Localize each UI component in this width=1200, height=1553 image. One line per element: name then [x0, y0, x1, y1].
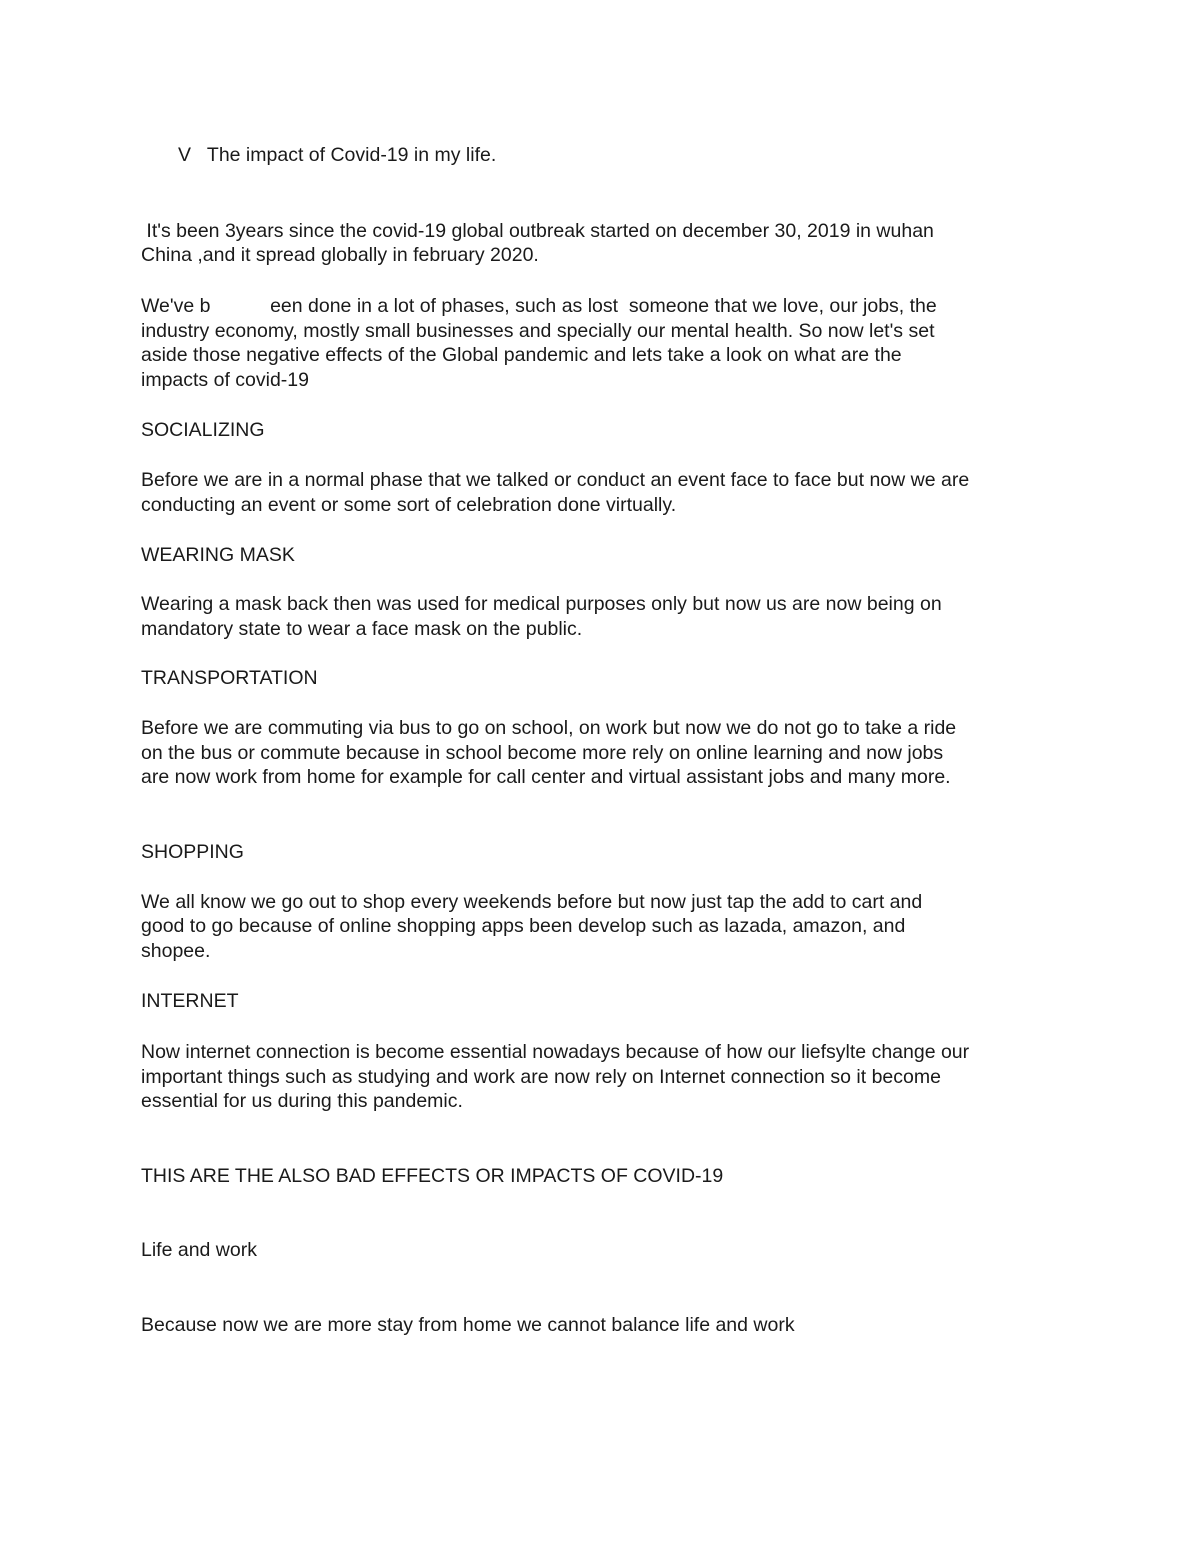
shopping-line-1: We all know we go out to shop every weekends before but now just tap the add to cart and — [141, 891, 923, 913]
shopping-line-2: good to go because of online shopping apps been develop such as lazada, amazon, and — [141, 915, 906, 937]
intro-line-1: It's been 3years since the covid-19 global outbreak started on december 30, 2019 in wuhan — [141, 220, 934, 242]
shopping-line-3: shopee. — [141, 940, 211, 962]
document-title: V The impact of Covid-19 in my life. — [178, 144, 497, 166]
shopping-heading: SHOPPING — [141, 841, 244, 863]
socializing-line-2: conducting an event or some sort of celebration done virtually. — [141, 494, 677, 516]
transport-heading: TRANSPORTATION — [141, 667, 318, 689]
phases-line-2: industry economy, mostly small businesses and specially our mental health. So now let's set — [141, 320, 935, 342]
phases-line-3: aside those negative effects of the Global pandemic and lets take a look on what are the — [141, 344, 902, 366]
internet-line-2: important things such as studying and work are now rely on Internet connection so it become — [141, 1066, 941, 1088]
internet-heading: INTERNET — [141, 990, 239, 1012]
transport-line-2: on the bus or commute because in school become more rely on online learning and now jobs — [141, 742, 944, 764]
transport-line-3: are now work from home for example for call center and virtual assistant jobs and many more. — [141, 766, 951, 788]
mask-line-2: mandatory state to wear a face mask on the public. — [141, 618, 583, 640]
phases-line-1: We've b een done in a lot of phases, such as lost someone that we love, our jobs, the — [141, 295, 937, 317]
life-work-heading: Life and work — [141, 1239, 257, 1261]
socializing-heading: SOCIALIZING — [141, 419, 265, 441]
life-work-line-1: Because now we are more stay from home we cannot balance life and work — [141, 1314, 795, 1336]
socializing-line-1: Before we are in a normal phase that we talked or conduct an event face to face but now we are — [141, 469, 970, 491]
internet-line-1: Now internet connection is become essential nowadays because of how our liefsylte change our — [141, 1041, 970, 1063]
bad-effects-heading: THIS ARE THE ALSO BAD EFFECTS OR IMPACTS OF COVID-19 — [141, 1165, 724, 1187]
phases-line-4: impacts of covid-19 — [141, 369, 309, 391]
intro-line-2: China ,and it spread globally in february 2020. — [141, 244, 539, 266]
mask-line-1: Wearing a mask back then was used for medical purposes only but now us are now being on — [141, 593, 942, 615]
mask-heading: WEARING MASK — [141, 544, 295, 566]
internet-line-3: essential for us during this pandemic. — [141, 1090, 463, 1112]
transport-line-1: Before we are commuting via bus to go on school, on work but now we do not go to take a ride — [141, 717, 957, 739]
